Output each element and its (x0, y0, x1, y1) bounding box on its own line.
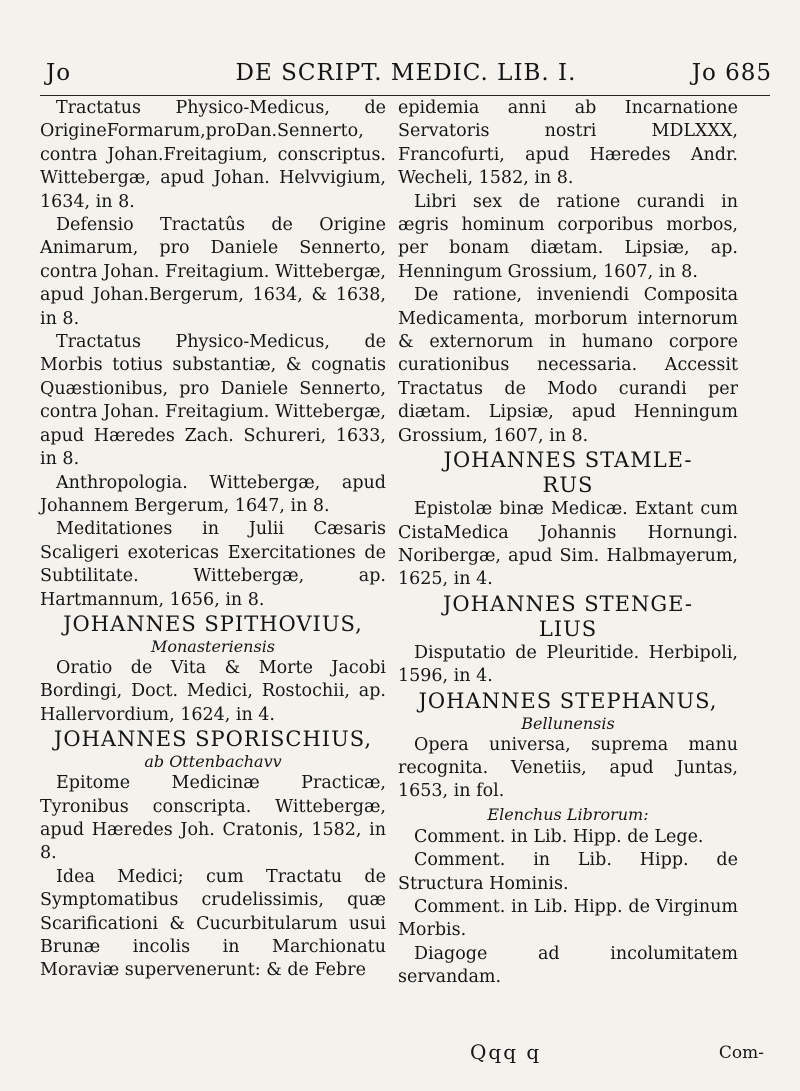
author-heading-continued: LIUS (538, 616, 598, 641)
author-origin: ab Ottenbachavv (144, 752, 282, 772)
header-title: DE SCRIPT. MEDIC. LIB. I. (235, 60, 577, 86)
entry: Disputatio de Pleuritide. Herbipoli, 1596, in 4. (398, 642, 738, 687)
author-heading: JOHANNES SPITHOVIUS, (63, 611, 363, 636)
entry: Defensio Tractatûs de Origine Animarum, pro Daniele Sennerto, contra Johan. Freitagium. Wittebergæ, apud Johan.Bergerum, 1634, & 1638, in 8. (40, 215, 386, 329)
entry: Meditationes in Julii Cæsaris Scaligeri exotericas Exercitationes de Subtilitate. Wittebergæ, ap. Hartmannum, 1656, in 8. (40, 519, 386, 610)
entry: Libri sex de ratione curandi in ægris hominum corporibus morbos, per bonam diætam. Lipsiæ, ap. Henningum Grossium, 1607, in 8. (398, 191, 738, 282)
left-column (40, 97, 386, 983)
entry: Oratio de Vita & Morte Jacobi Bordingi, Doct. Medici, Rostochii, ap. Hallervordium, 1624, in 4. (40, 657, 386, 725)
header-left: Jo (46, 60, 72, 86)
author-heading: JOHANNES SPORISCHIUS, (53, 727, 373, 752)
entry: epidemia anni ab Incarnatione Servatoris nostri MDLXXX, Francofurti, apud Hæredes Andr. Wecheli, 1582, in 8. (398, 98, 738, 189)
running-header (40, 60, 772, 96)
right-column (398, 97, 738, 990)
signature-mark: Qqq q (470, 1040, 542, 1064)
author-heading: JOHANNES STEPHANUS, (418, 688, 718, 713)
header-page-number: Jo 685 (691, 60, 772, 86)
entry: Tractatus Physico-Medicus, de OrigineFormarum,proDan.Sennerto, contra Johan.Freitagium, conscriptus. Wittebergæ, apud Johan. Helvvigium, 1634, in 8. (40, 98, 386, 212)
author-heading: JOHANNES STENGE- (443, 591, 693, 616)
entry: De ratione, inveniendi Composita Medicamenta, morborum internorum & externorum in humano corpore curationibus necessaria. Accessit Tractatus de Modo curandi per diætam. Lipsiæ, apud Henningum Grossium, 1607, in 8. (398, 285, 738, 446)
entry: Tractatus Physico-Medicus, de Morbis totius substantiæ, & cognatis Quæstionibus, pro Daniele Sennerto, contra Johan. Freitagium. Wittebergæ, apud Hæredes Zach. Schureri, 1633, in 8. (40, 332, 386, 470)
entry: Anthropologia. Wittebergæ, apud Johannem Bergerum, 1647, in 8. (40, 472, 386, 516)
entry: Comment. in Lib. Hipp. de Lege. (414, 826, 704, 847)
author-origin: Bellunensis (521, 713, 615, 733)
author-heading-continued: RUS (542, 473, 594, 498)
header-rule (40, 95, 770, 96)
entry: Diagoge ad incolumitatem servandam. (398, 943, 738, 988)
entry: Idea Medici; cum Tractatu de Symptomatibus crudelissimis, quæ Scarificationi & Cucurbitularum usui Brunæ incolis in Marchionatu Moraviæ supervenerunt: & de Febre (40, 866, 386, 981)
entry: Epistolæ binæ Medicæ. Extant cum CistaMedica Johannis Hornungi. Noribergæ, apud Sim. Halbmayerum, 1625, in 4. (398, 499, 738, 590)
author-heading: JOHANNES STAMLE- (443, 448, 693, 473)
entry: Comment. in Lib. Hipp. de Structura Hominis. (398, 850, 738, 894)
entry: Epitome Medicinæ Practicæ, Tyronibus conscripta. Wittebergæ, apud Hæredes Joh. Cratonis, 1582, in 8. (40, 773, 386, 864)
entry: Opera universa, suprema manu recognita. Venetiis, apud Juntas, 1653, in fol. (398, 734, 738, 802)
entry: Comment. in Lib. Hipp. de Virginum Morbis. (398, 896, 738, 941)
author-origin: Monasteriensis (150, 636, 276, 656)
catchword: Com- (718, 1043, 764, 1063)
list-subheading: Elenchus Librorum: (487, 804, 649, 824)
